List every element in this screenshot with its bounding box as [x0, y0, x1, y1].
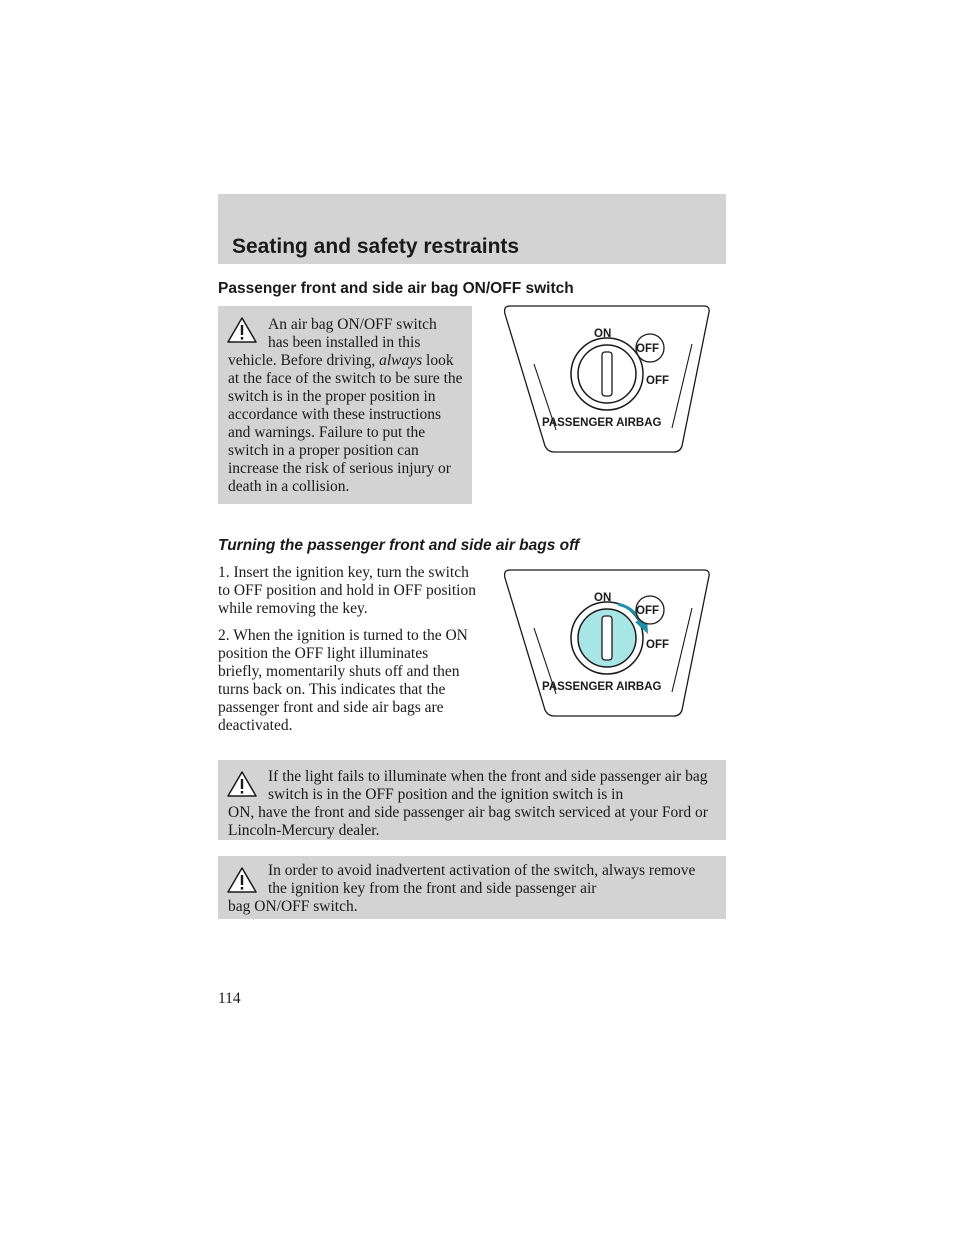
panel-label: PASSENGER AIRBAG — [542, 417, 662, 429]
warning-3-first: In order to avoid inadvertent activation of the switch, always remove the ignition key from the front and side passenger air — [268, 862, 696, 897]
warning-1-emphasis: always — [379, 352, 423, 369]
off-indicator-label: OFF — [636, 605, 659, 617]
off-label: OFF — [646, 375, 669, 387]
warning-2-first: If the light fails to illuminate when the front and side passenger air bag switch is in the OFF position and the ignition switch is in — [268, 768, 708, 803]
warning-triangle-icon — [226, 866, 258, 894]
steps-text — [218, 564, 476, 735]
off-label: OFF — [646, 639, 669, 651]
warning-box-3 — [218, 856, 726, 919]
panel-label: PASSENGER AIRBAG — [542, 681, 662, 693]
page-number: 114 — [218, 990, 241, 1007]
off-indicator-label: OFF — [636, 343, 659, 355]
on-label: ON — [594, 328, 612, 340]
warning-2-rest: ON, have the front and side passenger air bag switch serviced at your Ford or Lincoln-Mercury dealer. — [228, 804, 708, 839]
key-slot — [602, 616, 612, 660]
section-header-band — [218, 194, 726, 264]
section-title: Passenger front and side air bag ON/OFF switch — [218, 280, 574, 297]
warning-3-rest: bag ON/OFF switch. — [228, 898, 358, 915]
warning-1-line-1: An air bag ON/OFF switch — [268, 316, 437, 333]
warning-3-text — [228, 862, 716, 916]
warning-1-text — [228, 316, 464, 496]
warning-2-text — [228, 768, 716, 840]
warning-triangle-icon — [226, 316, 258, 344]
airbag-switch-figure-1 — [496, 300, 716, 460]
warning-box-1 — [218, 306, 472, 504]
key-slot — [602, 352, 612, 396]
on-label: ON — [594, 592, 612, 604]
subsection-title: Turning the passenger front and side air bags off — [218, 537, 580, 554]
warning-1-rest: look at the face of the switch to be sure the switch is in the proper position in accordance with these instructions and warnings. Failure to put the switch in a proper position can increase the risk of serious injury or death in a collision. — [228, 352, 463, 495]
airbag-switch-figure-2 — [496, 564, 716, 724]
step-1: 1. Insert the ignition key, turn the switch to OFF position and hold in OFF position while removing the key. — [218, 564, 476, 617]
warning-1-line-3: vehicle. Before driving, — [228, 352, 380, 369]
warning-1-line-2: has been installed in this — [268, 334, 421, 351]
chapter-title: Seating and safety restraints — [232, 235, 520, 258]
warning-triangle-icon — [226, 770, 258, 798]
warning-box-2 — [218, 760, 726, 840]
step-2: 2. When the ignition is turned to the ON position the OFF light illuminates briefly, momentarily shuts off and then turns back on. This indicates that the passenger front and side air bags are deactivated. — [218, 627, 468, 734]
